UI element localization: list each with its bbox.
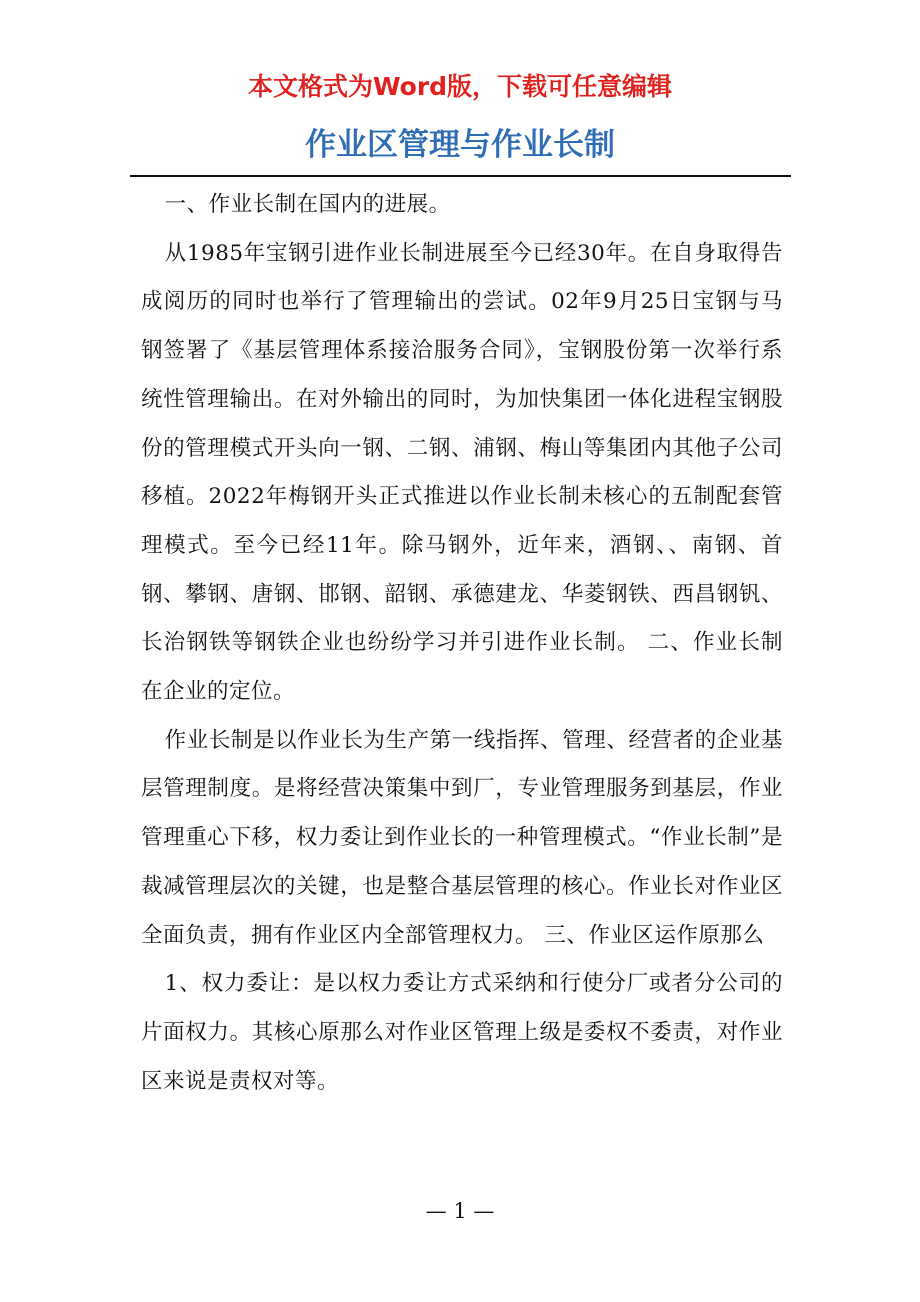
- document-title: 作业区管理与作业长制: [305, 127, 615, 163]
- paragraph-1: 一、作业长制在国内的进展。: [164, 192, 451, 217]
- paragraph-3: 作业长制是以作业长为生产第一线指挥、管理、经营者的企业基层管理制度。是将经营决策集中到厂，专业管理服务到基层，作业管理重心下移，权力委让到作业长的一种管理模式。“作业长制”是裁减管理层次的关键，也是整合基层管理的核心。作业长对作业区全面负责，拥有作业区内全部管理权力。 三、作业区运作原那么: [141, 727, 783, 948]
- page-number: — 1 —: [425, 1199, 495, 1223]
- paragraph-2: 从1985年宝钢引进作业长制进展至今已经30年。在自身取得告成阅历的同时也举行了管理输出的尝试。02年9月25日宝钢与马钢签署了《基层管理体系接洽服务合同》，宝钢股份第一次举行系统性管理输出。在对外输出的同时，为加快集团一体化进程宝钢股份的管理模式开头向一钢、二钢、浦钢、梅山等集团内其他子公司移植。2022年梅钢开头正式推进以作业长制未核心的五制配套管理模式。至今已经11年。除马钢外，近年来，酒钢、、南钢、首钢、攀钢、唐钢、邯钢、韶钢、承德建龙、华菱钢铁、西昌钢钒、长治钢铁等钢铁企业也纷纷学习并引进作业长制。 二、作业长制在企业的定位。: [141, 240, 783, 705]
- title-divider: [130, 175, 791, 177]
- word-format-notice: 本文格式为Word版，下载可任意编辑: [247, 72, 673, 101]
- paragraph-4: 1、权力委让：是以权力委让方式采纳和行使分厂或者分公司的片面权力。其核心原那么对作业区管理上级是委权不委责，对作业区来说是责权对等。: [141, 971, 783, 1094]
- document-body: [141, 181, 783, 1106]
